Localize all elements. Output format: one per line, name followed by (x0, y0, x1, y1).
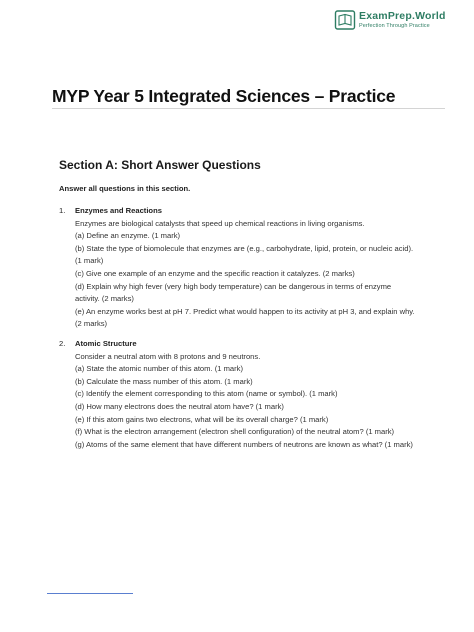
question-line: (b) Calculate the mass number of this atom. (1 mark) (75, 376, 253, 386)
question-line: Consider a neutral atom with 8 protons and 9 neutrons. (75, 351, 261, 361)
question-line: (a) Define an enzyme. (1 mark) (75, 231, 181, 241)
section-heading: Section A: Short Answer Questions (59, 158, 261, 172)
question-line: (e) An enzyme works best at pH 7. Predict what would happen to its activity at pH 3, and explain why. (75, 306, 415, 316)
question-line: (b) State the type of biomolecule that enzymes are (e.g., carbohydrate, lipid, protein, or nucleic acid). (75, 243, 414, 253)
question-line: (f) What is the electron arrangement (electron shell configuration) of the neutral atom? (1 mark) (75, 427, 395, 437)
question-title: Enzymes and Reactions (75, 206, 162, 215)
question-line: (c) Identify the element corresponding to this atom (name or symbol). (1 mark) (75, 389, 338, 399)
brand-name: ExamPrep.World (359, 10, 446, 22)
question-number: 2. (59, 339, 66, 348)
question-line: (2 marks) (75, 319, 108, 329)
question-title: Atomic Structure (75, 339, 137, 348)
question-line: activity. (2 marks) (75, 294, 134, 304)
question-line: Enzymes are biological catalysts that speed up chemical reactions in living organisms. (75, 218, 365, 228)
question-line: (g) Atoms of the same element that have different numbers of neutrons are known as what? (1 mark) (75, 439, 413, 449)
section-instruction: Answer all questions in this section. (59, 184, 191, 193)
book-icon (334, 9, 356, 31)
question-line: (a) State the atomic number of this atom. (1 mark) (75, 364, 243, 374)
question-line: (c) Give one example of an enzyme and the specific reaction it catalyzes. (2 marks) (75, 268, 355, 278)
question-2 (59, 338, 444, 451)
question-line: (d) Explain why high fever (very high body temperature) can be dangerous in terms of enzyme (75, 281, 392, 291)
brand-tagline: Perfection Through Practice (359, 22, 430, 29)
question-line: (e) If this atom gains two electrons, what will be its overall charge? (1 mark) (75, 414, 329, 424)
page-title: MYP Year 5 Integrated Sciences – Practice (52, 86, 396, 106)
question-line: (d) How many electrons does the neutral atom have? (1 mark) (75, 401, 284, 411)
brand-logo (334, 9, 446, 31)
question-number: 1. (59, 206, 66, 215)
title-divider (52, 108, 445, 109)
footnote-divider (47, 593, 133, 594)
question-1 (59, 205, 444, 331)
question-line: (1 mark) (75, 256, 104, 266)
